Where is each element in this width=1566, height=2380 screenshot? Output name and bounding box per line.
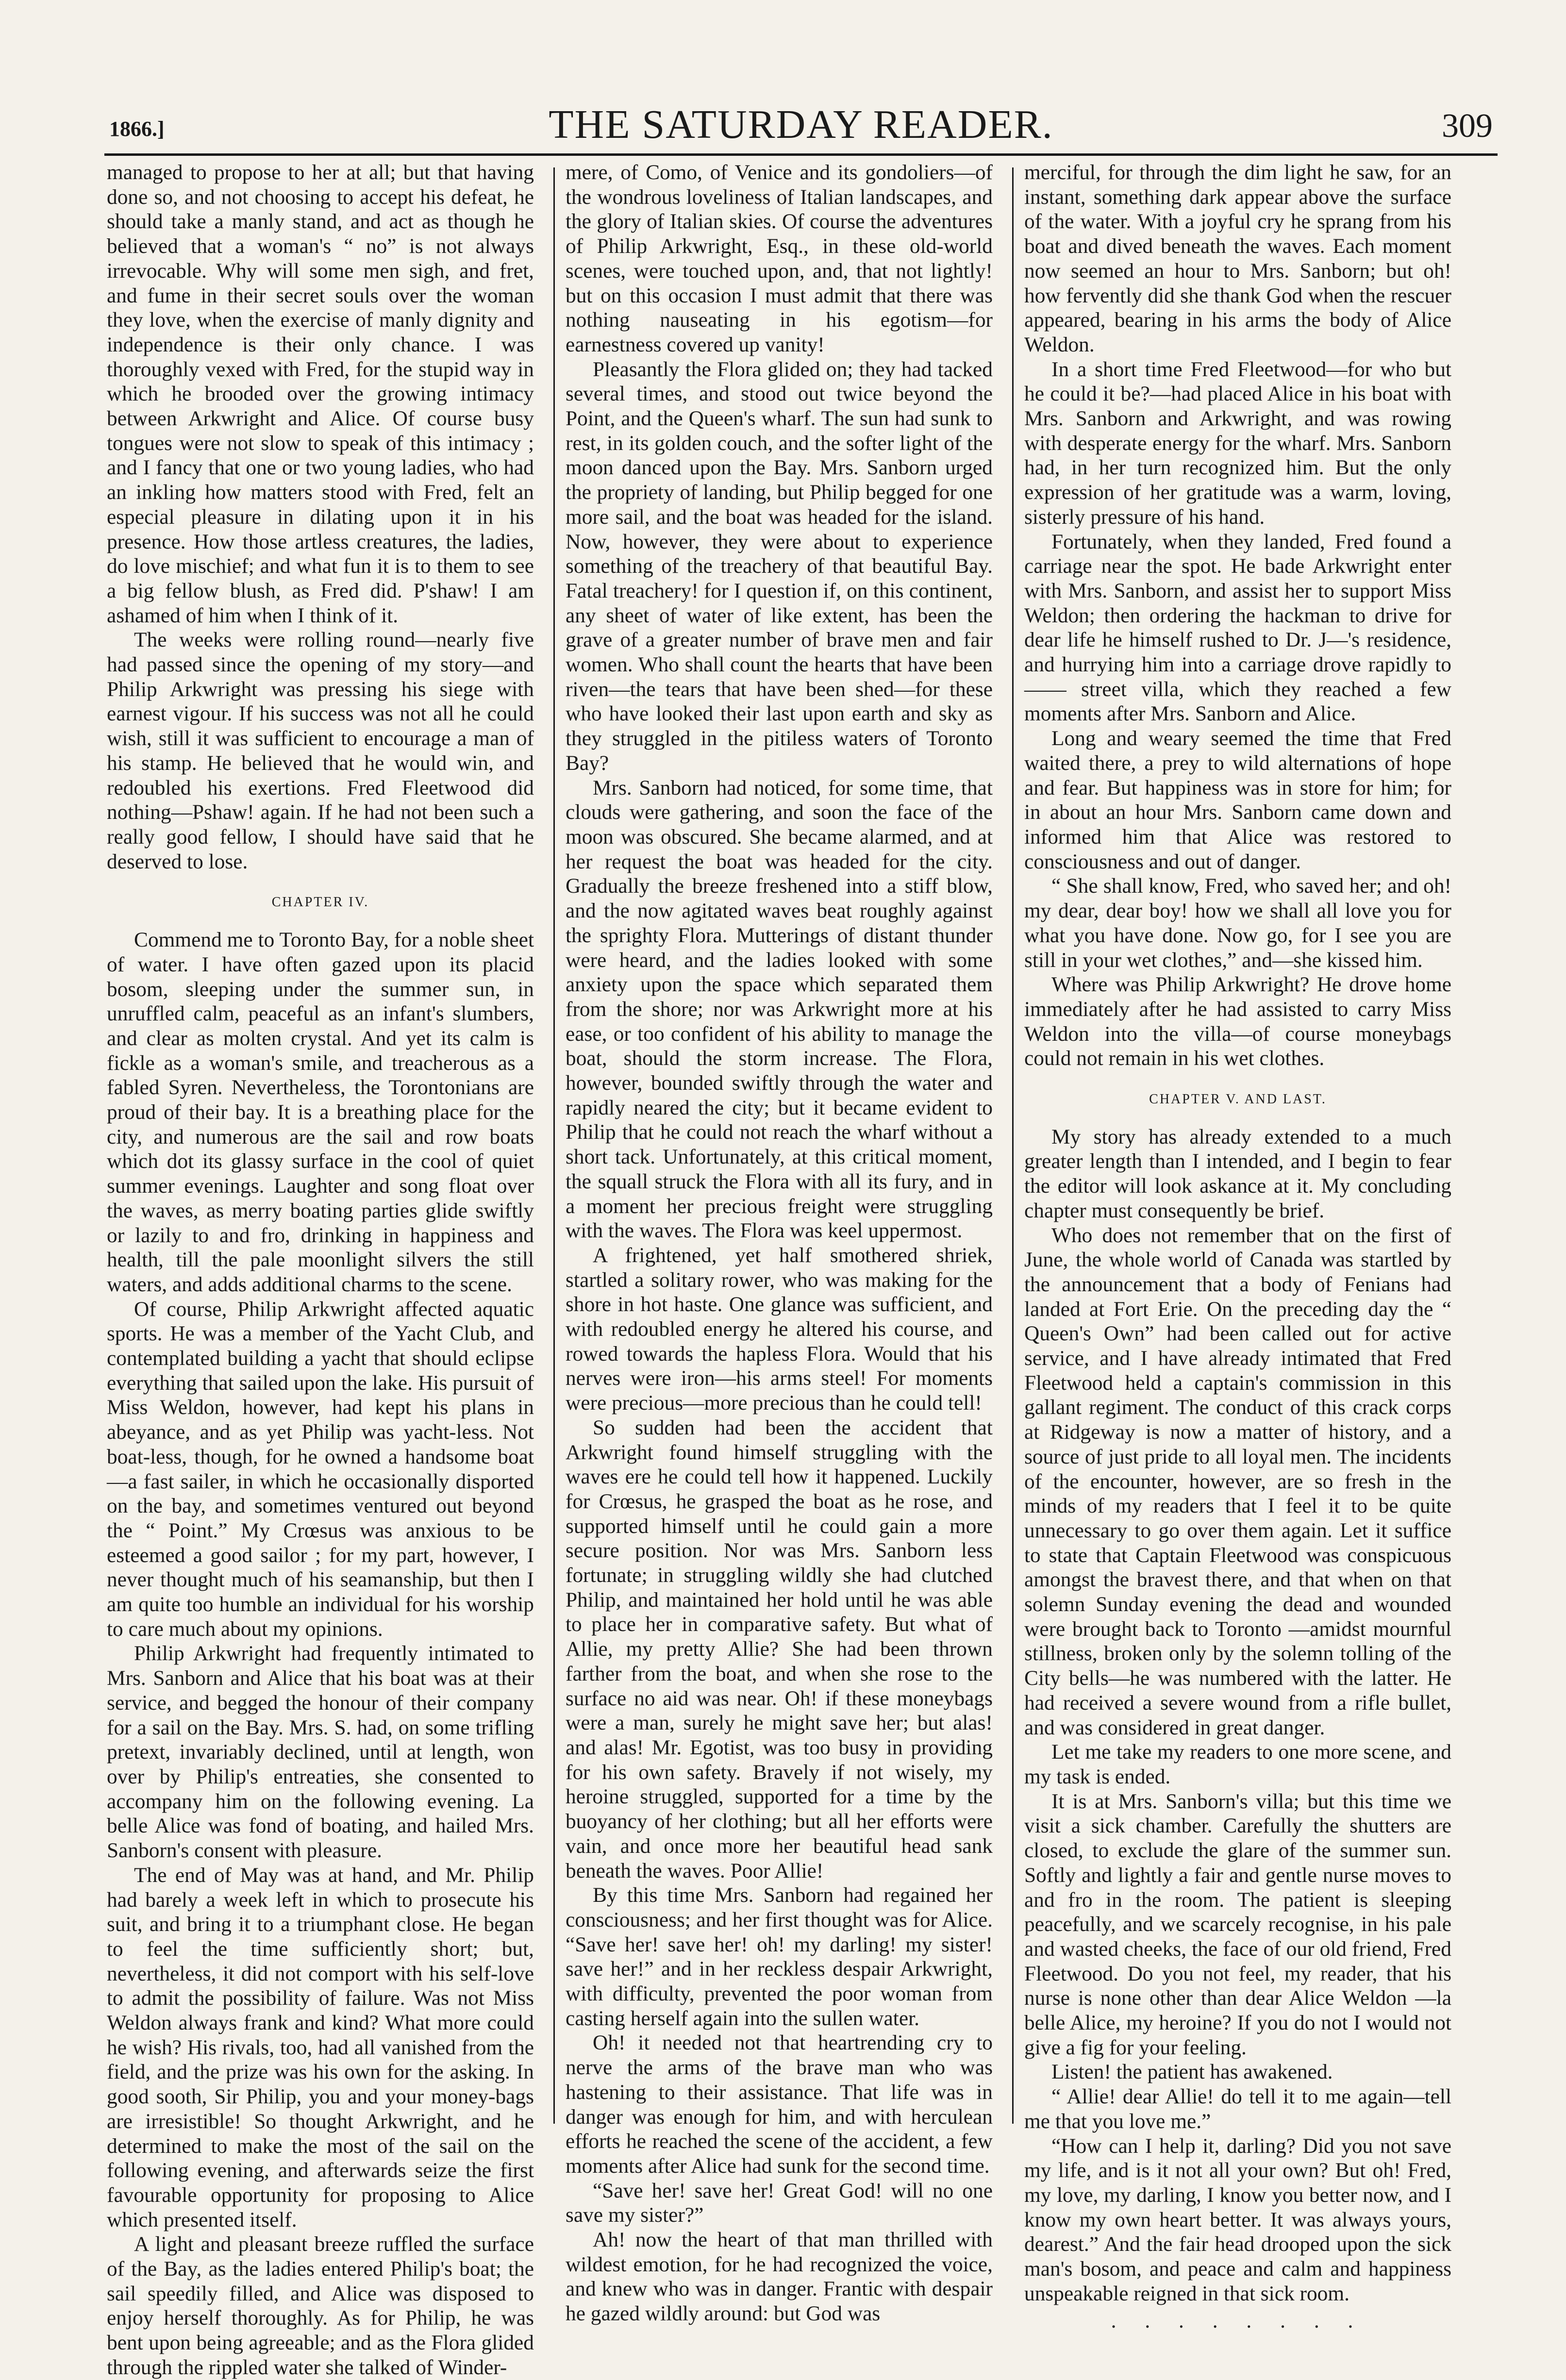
paragraph: “ Allie! dear Allie! do tell it to me again—tell me that you love me.”: [1024, 2085, 1451, 2133]
paragraph: A frightened, yet half smothered shriek, startled a solitary rower, who was making for the shore in hot haste. One glance was sufficient, and with redoubled energy he altered his course, and rowed towards the hapless Flora. Would that his nerves were iron—his arms steel! For moments were precious—more precious than he could tell!: [566, 1243, 993, 1415]
page-number: 309: [1442, 107, 1493, 145]
paragraph: Long and weary seemed the time that Fred waited there, a prey to wild alternations of hope and fear. But happiness was in store for him; for in about an hour Mrs. Sanborn came down and informed him that Alice was restored to consciousness and out of danger.: [1024, 727, 1451, 873]
paragraph: Pleasantly the Flora glided on; they had tacked several times, and stood out twice beyond the Point, and the Queen's wharf. The sun had sunk to rest, in its golden couch, and the softer light of the moon danced upon the Bay. Mrs. Sanborn urged the propriety of landing, but Philip begged for one more sail, and the boat was headed for the island. Now, however, they were about to experience something of the treachery of that beautiful Bay. Fatal treachery! for I question if, on this continent, any sheet of water of like extent, has been the grave of a greater number of brave men and fair women. Who shall count the hearts that have been riven—the tears that have been shed—for these who have looked their last upon earth and sky as they struggled in the pitiless waters of Toronto Bay?: [566, 357, 993, 775]
paragraph: Let me take my readers to one more scene, and my task is ended.: [1024, 1740, 1451, 1788]
paragraph: It is at Mrs. Sanborn's villa; but this time we visit a sick chamber. Carefully the shutters are closed, to exclude the glare of the summer sun. Softly and lightly a fair and gentle nurse moves to and fro in the room. The patient is sleeping peacefully, and we scarcely recognise, in his pale and wasted cheeks, the face of our old friend, Fred Fleetwood. Do you not feel, my reader, that his nurse is none other than dear Alice Weldon —la belle Alice, my heroine? If you do not I would not give a fig for your feeling.: [1024, 1789, 1451, 2059]
paragraph: “Save her! save her! Great God! will no one save my sister?”: [566, 2179, 993, 2227]
chapter-heading: CHAPTER V. AND LAST.: [1149, 1092, 1327, 1107]
paragraph: In a short time Fred Fleetwood—for who but he could it be?—had placed Alice in his boat with Mrs. Sanborn and Arkwright, and was rowing with desperate energy for the wharf. Mrs. Sanborn had, in her turn recognized him. But the only expression of her gratitude was a warm, loving, sisterly pressure of his hand.: [1024, 357, 1451, 529]
publication-title: THE SATURDAY READER.: [549, 102, 1053, 147]
chapter-heading: CHAPTER IV.: [271, 895, 369, 910]
page-header: [109, 97, 1493, 150]
column-divider: [553, 167, 555, 2124]
paragraph: The end of May was at hand, and Mr. Philip had barely a week left in which to prosecute his suit, and bring it to a triumphant close. He began to feel the time sufficiently short; but, nevertheless, it did not comport with his self-love to admit the possibility of failure. Was not Miss Weldon always frank and kind? What more could he wish? His rivals, too, had all vanished from the field, and the prize was his own for the asking. In good sooth, Sir Philip, you and your money-bags are irresistible! So thought Arkwright, and he determined to make the most of the sail on the following evening, and afterwards seize the first favourable opportunity for proposing to Alice which presented itself.: [107, 1863, 534, 2231]
text-column-3: [1024, 160, 1451, 2333]
paragraph: Listen! the patient has awakened.: [1051, 2060, 1333, 2084]
header-year: 1866.]: [109, 117, 165, 141]
paragraph: Ah! now the heart of that man thrilled with wildest emotion, for he had recognized the voice, and knew who was in danger. Frantic with despair he gazed wildly around: but God was: [566, 2228, 993, 2326]
paragraph: Mrs. Sanborn had noticed, for some time, that clouds were gathering, and soon the face of the moon was obscured. She became alarmed, and at her request the boat was headed for the city. Gradually the breeze freshened into a stiff blow, and the now agitated waves beat roughly against the sprighty Flora. Mutterings of distant thunder were heard, and the ladies looked with some anxiety upon the space which separated them from the shore; nor was Arkwright more at his ease, or too confident of his ability to manage the boat, should the storm increase. The Flora, however, bounded swiftly through the water and rapidly neared the city; but it became evident to Philip that he could not reach the wharf without a short tack. Unfortunately, at this critical moment, the squall struck the Flora with all its fury, and in a moment her precious freight were struggling with the waves. The Flora was keel uppermost.: [566, 776, 993, 1243]
paragraph: So sudden had been the accident that Arkwright found himself struggling with the waves ere he could tell how it happened. Luckily for Crœsus, he grasped the boat as he rose, and supported himself until he could gain a more secure position. Nor was Mrs. Sanborn less fortunate; in struggling wildly she had clutched Philip, and maintained her hold until he was able to place her in comparative safety. But what of Allie, my pretty Allie? She had been thrown farther from the boat, and when she rose to the surface no aid was near. Oh! if these moneybags were a man, surely he might save her; but alas! and alas! Mr. Egotist, was too busy in providing for his own safety. Bravely if not wisely, my heroine struggled, supported for a time by the buoyancy of her clothing; but all her efforts were vain, and once more her beautiful head sank beneath the waves. Poor Allie!: [566, 1415, 993, 1882]
paragraph: Commend me to Toronto Bay, for a noble sheet of water. I have often gazed upon its placid bosom, sleeping under the summer sun, in unruffled calm, peaceful as an infant's slumbers, and clear as molten crystal. And yet its calm is fickle as a woman's smile, and treacherous as a fabled Syren. Nevertheless, the Torontonians are proud of their bay. It is a breathing place for the city, and numerous are the sail and row boats which dot its glassy surface in the cool of quiet summer evenings. Laughter and song float over the waves, as merry boating parties glide swiftly or lazily to and fro, drinking in happiness and health, till the pale moonlight silvers the still waters, and adds additional charms to the scene.: [107, 928, 534, 1296]
paragraph: Philip Arkwright had frequently intimated to Mrs. Sanborn and Alice that his boat was at their service, and begged the honour of their company for a sail on the Bay. Mrs. S. had, on some trifling pretext, invariably declined, until at length, won over by Philip's entreaties, she consented to accompany him on the following evening. La belle Alice was fond of boating, and hailed Mrs. Sanborn's consent with pleasure.: [107, 1642, 534, 1863]
paragraph: By this time Mrs. Sanborn had regained her consciousness; and her first thought was for Alice. “Save her! save her! oh! my darling! my sister! save her!” and in her reckless despair Arkwright, with difficulty, prevented the poor woman from casting herself again into the sullen water.: [566, 1883, 993, 2030]
paragraph: merciful, for through the dim light he saw, for an instant, something dark appear above the surface of the water. With a joyful cry he sprang from his boat and dived beneath the waves. Each moment now seemed an hour to Mrs. Sanborn; but oh! how fervently did she thank God when the rescuer appeared, bearing in his arms the body of Alice Weldon.: [1024, 161, 1451, 356]
paragraph: Of course, Philip Arkwright affected aquatic sports. He was a member of the Yacht Club, and contemplated building a yacht that should eclipse everything that sailed upon the lake. His pursuit of Miss Weldon, however, had kept his plans in abeyance, and as yet Philip was yacht-less. Not boat-less, though, for he owned a handsome boat—a fast sailer, in which he occasionally disported on the bay, and sometimes ventured out beyond the “ Point.” My Crœsus was anxious to be esteemed a good sailor ; for my part, however, I never thought much of his seamanship, but then I am quite too humble an individual for his worship to care much about my opinions.: [107, 1297, 534, 1641]
paragraph: managed to propose to her at all; but that having done so, and not choosing to accept his defeat, he should take a manly stand, and act as though he believed that a woman's “ no” is not always irrevocable. Why will some men sigh, and fret, and fume in their secret souls over the woman they love, when the exercise of manly dignity and independence is their only chance. I was thoroughly vexed with Fred, for the stupid way in which he brooded over the growing intimacy between Arkwright and Alice. Of course busy tongues were not slow to speak of this intimacy ; and I fancy that one or two young ladies, who had an inkling how matters stood with Fred, felt an especial pleasure in dilating upon it in his presence. How those artless creatures, the ladies, do love mischief; and what fun it is to them to see a big fellow blush, as Fred did. P'shaw! I am ashamed of him when I think of it.: [107, 161, 534, 627]
text-column-2: [566, 160, 993, 2326]
paragraph: Where was Philip Arkwright? He drove home immediately after he had assisted to carry Miss Weldon into the villa—of course moneybags could not remain in his wet clothes.: [1024, 973, 1451, 1070]
paragraph: A light and pleasant breeze ruffled the surface of the Bay, as the ladies entered Philip's boat; the sail speedily filled, and Alice was disposed to enjoy herself thoroughly. As for Philip, he was bent upon being agreeable; and as the Flora glided through the rippled water she talked of Winder-: [107, 2232, 534, 2379]
text-column-1: [107, 160, 534, 2379]
paragraph: Fortunately, when they landed, Fred found a carriage near the spot. He bade Arkwright enter with Mrs. Sanborn, and assist her to support Miss Weldon; then ordering the hackman to drive for dear life he himself rushed to Dr. J—'s residence, and hurrying him into a carriage drove rapidly to —— street villa, which they reached a few moments after Mrs. Sanborn and Alice.: [1024, 530, 1451, 726]
column-divider: [1012, 167, 1014, 2124]
paragraph: Who does not remember that on the first of June, the whole world of Canada was startled by the announcement that a body of Fenians had landed at Fort Erie. On the preceding day the “ Queen's Own” had been called out for active service, and I have already intimated that Fred Fleetwood held a captain's commission in this gallant regiment. The conduct of this crack corps at Ridgeway is now a matter of history, and a source of just pride to all loyal men. The incidents of the encounter, however, are so fresh in the minds of my readers that I feel it to be quite unnecessary to go over them again. Let it suffice to state that Captain Fleetwood was conspicuous amongst the bravest there, and that when on that solemn Sunday evening the dead and wounded were brought back to Toronto —amidst mournful stillness, broken only by the solemn tolling of the City bells—he was numbered with the latter. He had received a severe wound from a rifle bullet, and was considered in great danger.: [1024, 1223, 1451, 1739]
paragraph: The weeks were rolling round—nearly five had passed since the opening of my story—and Philip Arkwright was pressing his siege with earnest vigour. If his success was not all he could wish, still it was sufficient to encourage a man of his stamp. He believed that he would win, and redoubled his exertions. Fred Fleetwood did nothing—Pshaw! again. If he had not been such a really good fellow, I should have said that he deserved to lose.: [107, 628, 534, 873]
paragraph: mere, of Como, of Venice and its gondoliers—of the wondrous loveliness of Italian landscapes, and the glory of Italian skies. Of course the adventures of Philip Arkwright, Esq., in these old-world scenes, were touched upon, and, that not lightly! but on this occasion I must admit that there was nothing nauseating in his egotism—for earnestness covered up vanity!: [566, 161, 993, 356]
paragraph: “ She shall know, Fred, who saved her; and oh! my dear, dear boy! how we shall all love you for what you have done. Now go, for I see you are still in your wet clothes,” and—she kissed him.: [1024, 874, 1451, 972]
paragraph: “How can I help it, darling? Did you not save my life, and is it not all your own? But oh! Fred, my love, my darling, I know you better now, and I know my own heart better. It was always yours, dearest.” And the fair head drooped upon the sick man's bosom, and peace and calm and happiness unspeakable reigned in that sick room.: [1024, 2134, 1451, 2305]
paragraph: Oh! it needed not that heartrending cry to nerve the arms of the brave man who was hastening to their assistance. That life was in danger was enough for him, and with herculean efforts he reached the scene of the accident, a few moments after Alice had sunk for the second time.: [566, 2031, 993, 2178]
paragraph: My story has already extended to a much greater length than I intended, and I begin to fear the editor will look askance at it. My concluding chapter must consequently be brief.: [1024, 1125, 1451, 1222]
header-rule: [104, 153, 1498, 156]
section-end-dots: . . . . . . . .: [1111, 2309, 1365, 2333]
